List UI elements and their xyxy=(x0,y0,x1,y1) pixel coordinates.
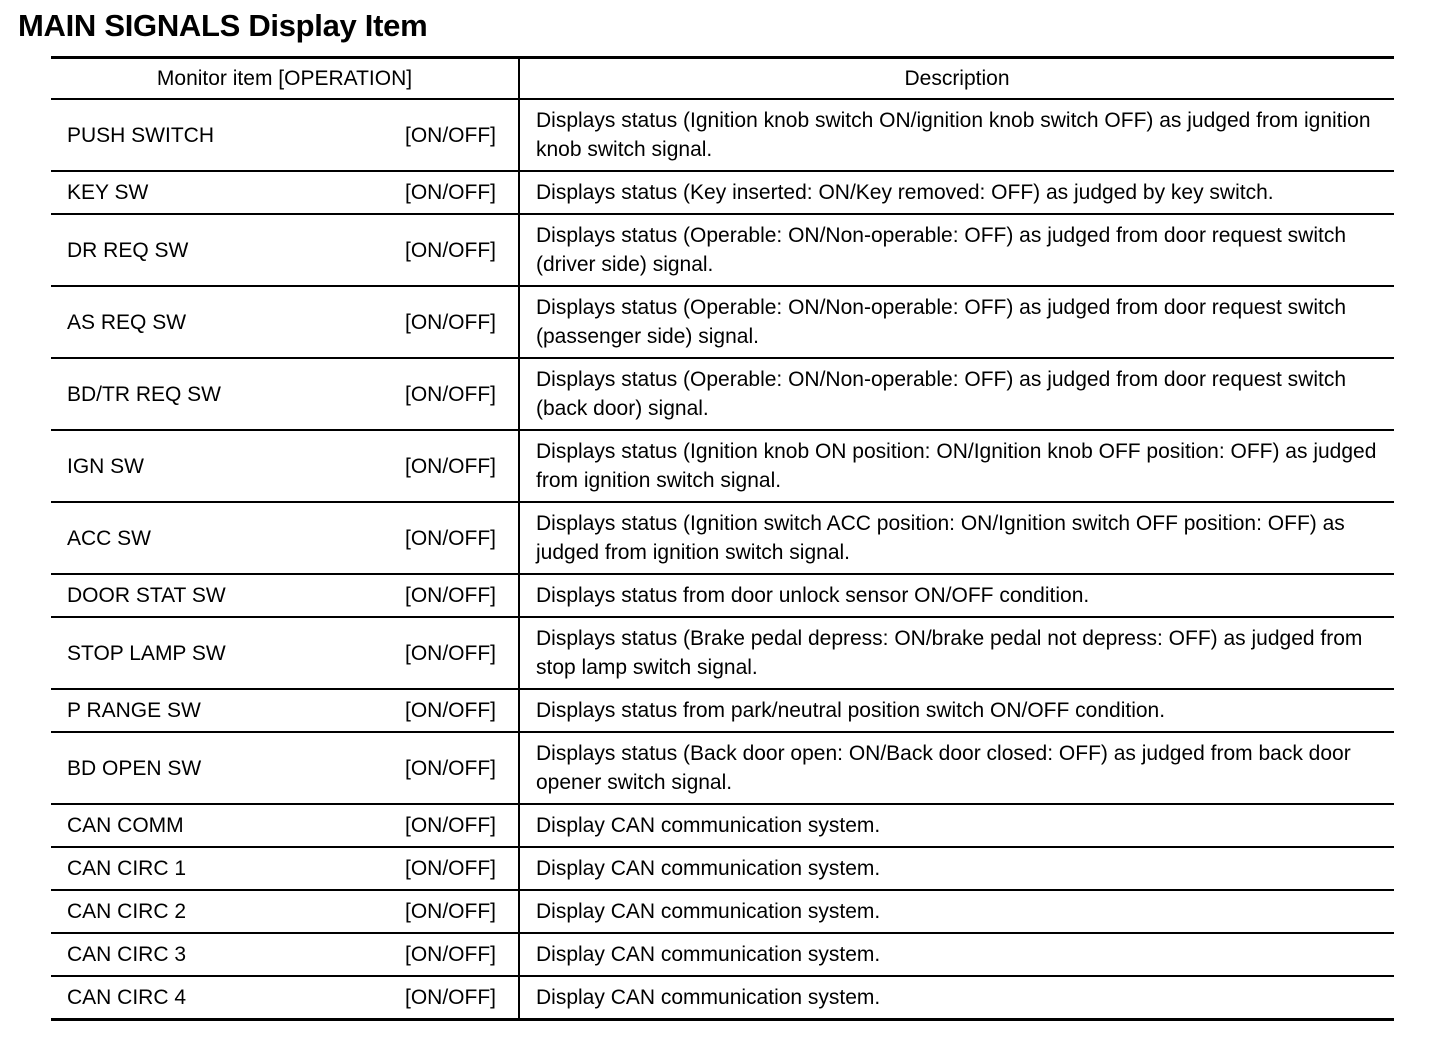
table-header-row xyxy=(51,58,1394,100)
monitor-item-name: CAN COMM xyxy=(67,814,184,837)
table-row xyxy=(51,976,1394,1020)
operation-value: [ON/OFF] xyxy=(405,699,496,722)
operation-value: [ON/OFF] xyxy=(405,814,496,837)
monitor-item-name: AS REQ SW xyxy=(67,310,187,334)
operation-value: [ON/OFF] xyxy=(405,857,496,880)
monitor-item-cell xyxy=(51,933,519,976)
table-row xyxy=(51,732,1394,804)
table-row xyxy=(51,689,1394,732)
monitor-item-cell xyxy=(51,689,519,732)
operation-value: [ON/OFF] xyxy=(405,943,496,966)
monitor-item-name: ACC SW xyxy=(67,526,151,550)
monitor-item-cell xyxy=(51,99,519,171)
table-row xyxy=(51,574,1394,617)
monitor-item-column-header: Monitor item [OPERATION] xyxy=(51,58,519,100)
description-cell: Displays status (Operable: ON/Non-operable: OFF) as judged from door request switch (driver side) signal. xyxy=(519,214,1394,286)
monitor-item-name: IGN SW xyxy=(67,454,144,478)
description-cell: Displays status (Operable: ON/Non-operable: OFF) as judged from door request switch (passenger side) signal. xyxy=(519,286,1394,358)
monitor-item-name: CAN CIRC 1 xyxy=(67,857,187,880)
monitor-item-cell xyxy=(51,358,519,430)
operation-value: [ON/OFF] xyxy=(405,900,496,923)
description-cell: Display CAN communication system. xyxy=(519,976,1394,1020)
description-cell: Displays status (Back door open: ON/Back door closed: OFF) as judged from back door opener switch signal. xyxy=(519,732,1394,804)
operation-value: [ON/OFF] xyxy=(405,526,496,550)
table-row xyxy=(51,286,1394,358)
monitor-item-cell xyxy=(51,804,519,847)
operation-value: [ON/OFF] xyxy=(405,584,496,607)
description-cell: Displays status (Ignition knob switch ON/ignition knob switch OFF) as judged from ignition knob switch signal. xyxy=(519,99,1394,171)
table-row xyxy=(51,502,1394,574)
description-column-header: Description xyxy=(519,58,1394,100)
table-row xyxy=(51,99,1394,171)
description-cell: Displays status (Key inserted: ON/Key removed: OFF) as judged by key switch. xyxy=(519,171,1394,214)
operation-value: [ON/OFF] xyxy=(405,454,496,478)
monitor-item-cell xyxy=(51,502,519,574)
description-cell: Displays status from park/neutral position switch ON/OFF condition. xyxy=(519,689,1394,732)
description-cell: Displays status (Ignition switch ACC position: ON/Ignition switch OFF position: OFF) as judged from ignition switch signal. xyxy=(519,502,1394,574)
main-signals-table xyxy=(51,56,1394,1021)
description-cell: Displays status (Operable: ON/Non-operable: OFF) as judged from door request switch (back door) signal. xyxy=(519,358,1394,430)
operation-value: [ON/OFF] xyxy=(405,756,496,780)
description-cell: Display CAN communication system. xyxy=(519,890,1394,933)
table-row xyxy=(51,804,1394,847)
monitor-item-name: STOP LAMP SW xyxy=(67,641,226,665)
monitor-item-cell xyxy=(51,890,519,933)
operation-value: [ON/OFF] xyxy=(405,986,496,1009)
page-title: MAIN SIGNALS Display Item xyxy=(18,8,428,43)
monitor-item-name: DR REQ SW xyxy=(67,238,189,262)
monitor-item-cell xyxy=(51,214,519,286)
monitor-item-cell xyxy=(51,617,519,689)
monitor-item-cell xyxy=(51,732,519,804)
monitor-item-name: DOOR STAT SW xyxy=(67,584,226,607)
table-row xyxy=(51,617,1394,689)
monitor-item-cell xyxy=(51,430,519,502)
table-row xyxy=(51,358,1394,430)
monitor-item-cell xyxy=(51,286,519,358)
table-row xyxy=(51,171,1394,214)
monitor-item-name: BD/TR REQ SW xyxy=(67,382,222,406)
description-cell: Display CAN communication system. xyxy=(519,933,1394,976)
monitor-item-name: KEY SW xyxy=(67,181,149,204)
description-cell: Display CAN communication system. xyxy=(519,804,1394,847)
monitor-item-name: CAN CIRC 3 xyxy=(67,943,187,966)
description-cell: Display CAN communication system. xyxy=(519,847,1394,890)
description-cell: Displays status (Brake pedal depress: ON/brake pedal not depress: OFF) as judged from stop lamp switch signal. xyxy=(519,617,1394,689)
monitor-item-cell xyxy=(51,171,519,214)
monitor-item-name: CAN CIRC 2 xyxy=(67,900,187,923)
monitor-item-name: PUSH SWITCH xyxy=(67,123,214,147)
table-row xyxy=(51,847,1394,890)
operation-value: [ON/OFF] xyxy=(405,382,496,406)
operation-value: [ON/OFF] xyxy=(405,310,496,334)
monitor-item-name: P RANGE SW xyxy=(67,699,201,722)
table-row xyxy=(51,214,1394,286)
description-cell: Displays status (Ignition knob ON position: ON/Ignition knob OFF position: OFF) as judged from ignition switch signal. xyxy=(519,430,1394,502)
monitor-item-name: BD OPEN SW xyxy=(67,756,202,780)
description-cell: Displays status from door unlock sensor ON/OFF condition. xyxy=(519,574,1394,617)
operation-value: [ON/OFF] xyxy=(405,181,496,204)
operation-value: [ON/OFF] xyxy=(405,641,496,665)
monitor-item-name: CAN CIRC 4 xyxy=(67,986,187,1009)
table-row xyxy=(51,430,1394,502)
monitor-item-cell xyxy=(51,574,519,617)
table-row xyxy=(51,933,1394,976)
table-row xyxy=(51,890,1394,933)
operation-value: [ON/OFF] xyxy=(405,123,496,147)
operation-value: [ON/OFF] xyxy=(405,238,496,262)
monitor-item-cell xyxy=(51,976,519,1020)
monitor-item-cell xyxy=(51,847,519,890)
